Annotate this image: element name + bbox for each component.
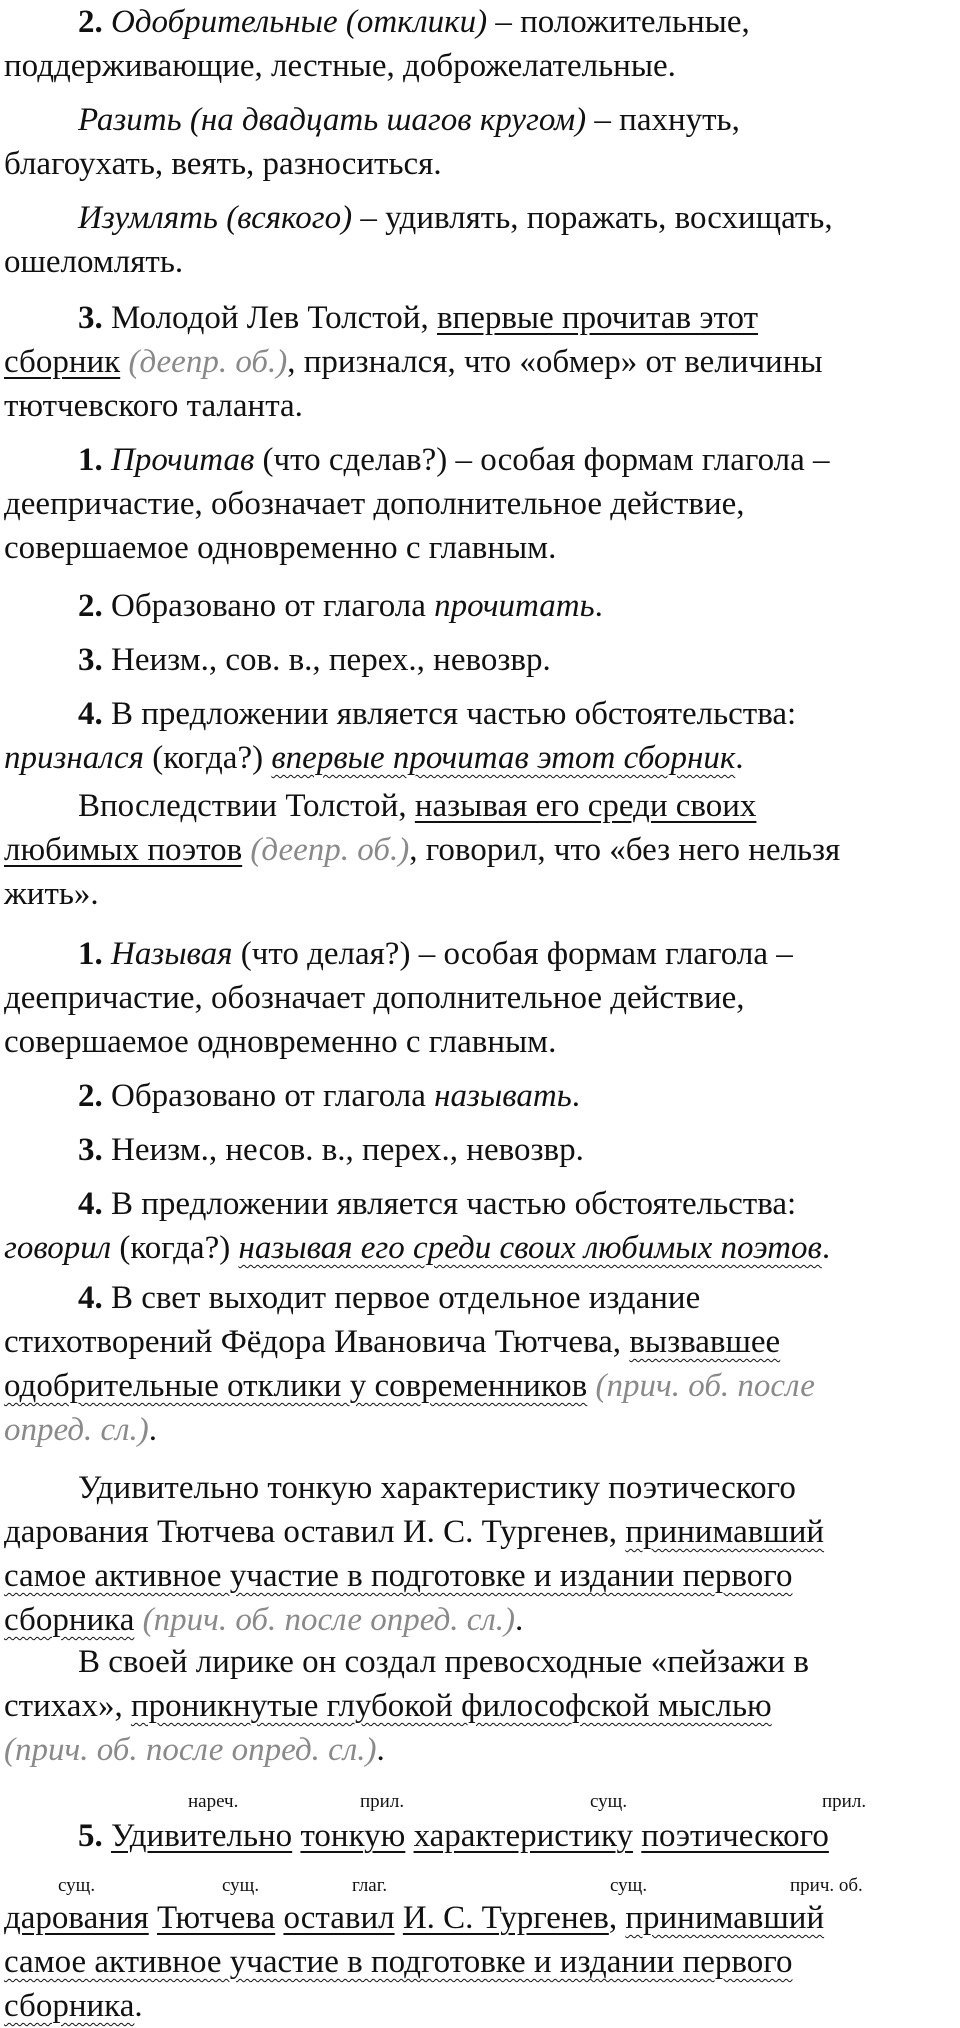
analysis-nazyvaya: [4, 932, 956, 1064]
adjective-word: поэтического: [641, 1818, 829, 1854]
analysis-text: (что сделав?) – особая формам глагола –: [254, 442, 830, 478]
question: (когда?): [144, 740, 272, 776]
punctuation: .: [821, 1230, 831, 1266]
participial-phrase: сборника: [4, 1602, 135, 1638]
adverb-word: Удивительно: [111, 1818, 293, 1854]
analysed-word: прочитать: [434, 588, 595, 624]
item-number: 2.: [78, 4, 103, 40]
sentence-text: Впоследствии Толстой,: [78, 788, 415, 824]
sentence-text: , говорил, что «без него нельзя: [409, 832, 841, 868]
predicate-word: говорил: [4, 1230, 112, 1266]
item-number: 3.: [78, 642, 103, 678]
grammar-note: (прич. об. после опред. сл.): [142, 1602, 516, 1638]
definition: – пахнуть,: [586, 102, 740, 138]
punctuation: .: [515, 1602, 524, 1638]
participial-phrase: самое активное участие в подготовке и издании первого: [4, 1558, 793, 1594]
item-number: 4.: [78, 696, 103, 732]
text-line: [4, 584, 956, 628]
analysed-word: называть: [434, 1078, 572, 1114]
term: Изумлять (всякого): [78, 200, 353, 236]
text-line: [4, 1320, 956, 1364]
item-number: 3.: [78, 300, 103, 336]
noun-word: характеристику: [413, 1818, 634, 1854]
item-number: 2.: [78, 588, 103, 624]
adjective-word: тонкую: [300, 1818, 406, 1854]
text-line: [4, 932, 956, 976]
text-line: жить».: [4, 876, 99, 912]
text-line: деепричастие, обозначает дополнительное действие,: [4, 980, 745, 1016]
analysis-text: Образовано от глагола: [102, 1078, 435, 1114]
analysis-item: [4, 692, 956, 780]
analysis-item: [4, 1128, 956, 1172]
text-line: [4, 1510, 956, 1554]
paragraph-parsed: [4, 1814, 956, 1858]
item-number: 3.: [78, 1132, 103, 1168]
punctuation: .: [571, 1078, 580, 1114]
analysis-item: [4, 584, 956, 628]
analysed-word: Называя: [111, 936, 233, 972]
text-line: [4, 1896, 956, 1940]
text-line: [4, 736, 956, 780]
analysis-item: [4, 1182, 956, 1270]
item-number: 2.: [78, 1078, 103, 1114]
paragraph-turgenev: [4, 1466, 956, 1642]
adverbial-phrase: сборник: [4, 344, 121, 380]
text-line: ошеломлять.: [4, 244, 184, 280]
sentence-text: стихотворений Фёдора Ивановича Тютчева,: [4, 1324, 630, 1360]
participial-phrase: одобрительные отклики у современников: [4, 1368, 588, 1404]
analysis-text: В предложении является частью обстоятельства:: [102, 696, 797, 732]
grammar-note: (прич. об. после опред. сл.): [4, 1732, 377, 1768]
text-line: [4, 0, 956, 44]
item-number: 4.: [78, 1280, 103, 1316]
text-line: [4, 1364, 956, 1408]
punctuation: .: [148, 1412, 158, 1448]
noun-word: дарования: [4, 1900, 149, 1936]
term: Разить (на двадцать шагов кругом): [78, 102, 587, 138]
text-line: [4, 1940, 956, 1984]
text-line: В своей лирике он создал превосходные «пейзажи в: [78, 1644, 810, 1680]
analysis-text: В предложении является частью обстоятельства:: [102, 1186, 797, 1222]
sentence-text: стихах»,: [4, 1688, 131, 1724]
text-line: благоухать, веять, разноситься.: [4, 146, 442, 182]
verb-word: оставил: [283, 1900, 395, 1936]
text-line: [4, 638, 956, 682]
text-line: [4, 1814, 956, 1858]
text-line: совершаемое одновременно с главным.: [4, 530, 557, 566]
question: (когда?): [111, 1230, 239, 1266]
participial-phrase: проникнутые глубокой философской мыслью: [130, 1688, 772, 1724]
paragraph-izumlyat: [4, 196, 956, 284]
term: Одобрительные (отклики): [111, 4, 488, 40]
pos-annotation: глаг.: [352, 1875, 388, 1896]
noun-word: Тютчева: [156, 1900, 276, 1936]
text-line: [4, 98, 956, 142]
text-line: поддерживающие, лестные, доброжелательные.: [4, 48, 676, 84]
punctuation: ,: [608, 1900, 626, 1936]
paragraph-razit: [4, 98, 956, 186]
pos-annotation: сущ.: [222, 1875, 260, 1896]
sentence-text: Молодой Лев Толстой,: [102, 300, 437, 336]
pos-annotation: сущ.: [590, 1791, 628, 1812]
pos-annotation: прил.: [822, 1791, 867, 1812]
text-line: [4, 784, 956, 828]
text-line: Удивительно тонкую характеристику поэтического: [78, 1470, 796, 1506]
punctuation: .: [594, 588, 603, 624]
text-line: [4, 1728, 956, 1772]
adverbial-phrase: любимых поэтов: [4, 832, 243, 868]
analysis-text: Неизм., несов. в., перех., невозвр.: [102, 1132, 584, 1168]
paragraph-odobritelnye: [4, 0, 956, 88]
predicate-word: признался: [4, 740, 145, 776]
participial-phrase: вызвавшее: [629, 1324, 781, 1360]
text-line: [4, 828, 956, 872]
item-number: 5.: [78, 1818, 103, 1854]
text-line: [4, 1128, 956, 1172]
participial-phrase: принимавший: [625, 1514, 825, 1550]
text-line: [4, 1984, 956, 2028]
paragraph-tolstoy-1: [4, 296, 956, 428]
paragraph-izdanie: [4, 1276, 956, 1452]
paragraph-tolstoy-2: [4, 784, 956, 916]
grammar-note: (деепр. об.): [128, 344, 288, 380]
analysis-text: (что делая?) – особая формам глагола –: [232, 936, 793, 972]
adverbial-phrase: называя его среди своих: [414, 788, 757, 824]
participial-phrase: принимавший: [625, 1900, 825, 1936]
text-line: деепричастие, обозначает дополнительное действие,: [4, 486, 745, 522]
text-line: [4, 1074, 956, 1118]
text-line: [4, 692, 956, 736]
pos-annotation: нареч.: [188, 1791, 239, 1812]
pos-annotation: прич. об.: [790, 1875, 863, 1896]
grammar-note: (деепр. об.): [250, 832, 410, 868]
text-line: [4, 1598, 956, 1642]
text-line: совершаемое одновременно с главным.: [4, 1024, 557, 1060]
pos-annotation: сущ.: [58, 1875, 96, 1896]
item-number: 1.: [78, 936, 103, 972]
item-number: 1.: [78, 442, 103, 478]
text-line: [4, 1684, 956, 1728]
pos-annotation: прил.: [360, 1791, 405, 1812]
grammar-note: (прич. об. после: [595, 1368, 815, 1404]
text-line: [4, 340, 956, 384]
punctuation: .: [376, 1732, 385, 1768]
participial-phrase: сборника: [4, 1988, 135, 2024]
analysis-text: Неизм., сов. в., перех., невозвр.: [102, 642, 551, 678]
definition: – положительные,: [487, 4, 750, 40]
adverbial-phrase: впервые прочитав этот: [436, 300, 758, 336]
analysis-prochitav: [4, 438, 956, 570]
sentence-text: В свет выходит первое отдельное издание: [102, 1280, 701, 1316]
text-line: [4, 1408, 956, 1452]
adverbial-phrase: называя его среди своих любимых поэтов: [238, 1230, 822, 1266]
analysed-word: Прочитав: [111, 442, 255, 478]
analysis-text: Образовано от глагола: [102, 588, 435, 624]
paragraph-parsed-cont: [4, 1896, 956, 2028]
sentence-text: дарования Тютчева оставил И. С. Тургенев,: [4, 1514, 626, 1550]
pos-annotation: сущ.: [610, 1875, 648, 1896]
adverbial-phrase: впервые прочитав этот сборник: [271, 740, 736, 776]
item-number: 4.: [78, 1186, 103, 1222]
text-line: [4, 1276, 956, 1320]
participial-phrase: самое активное участие в подготовке и издании первого: [4, 1944, 793, 1980]
text-line: [4, 1554, 956, 1598]
text-line: тютчевского таланта.: [4, 388, 303, 424]
text-line: [4, 196, 956, 240]
text-line: [4, 296, 956, 340]
text-line: [4, 1226, 956, 1270]
grammar-note: опред. сл.): [4, 1412, 149, 1448]
sentence-text: , признался, что «обмер» от величины: [287, 344, 823, 380]
noun-word: И. С. Тургенев: [402, 1900, 609, 1936]
text-line: [4, 438, 956, 482]
definition: – удивлять, поражать, восхищать,: [352, 200, 833, 236]
text-line: [4, 1182, 956, 1226]
analysis-item: [4, 638, 956, 682]
punctuation: .: [735, 740, 744, 776]
punctuation: .: [134, 1988, 143, 2024]
analysis-item: [4, 1074, 956, 1118]
paragraph-lirika: [4, 1640, 956, 1772]
